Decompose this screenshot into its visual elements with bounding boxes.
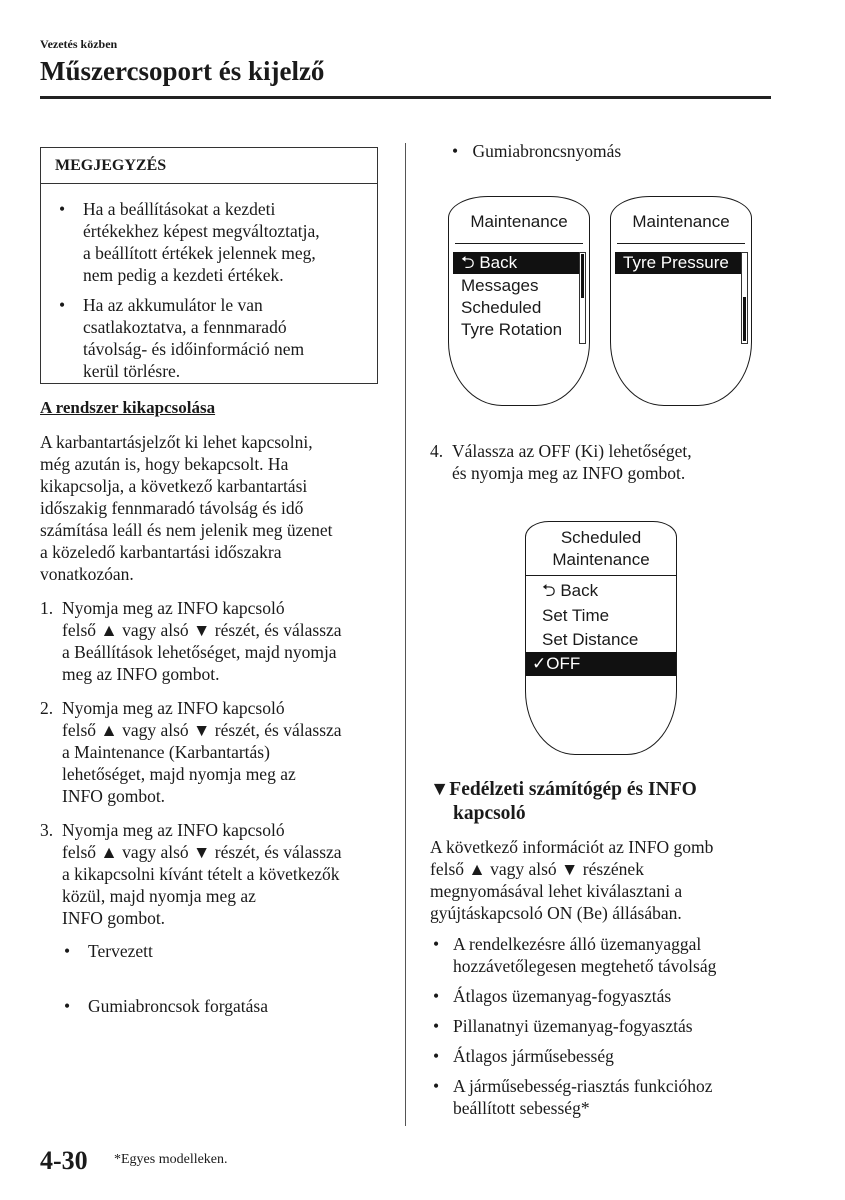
step-line: a Maintenance (Karbantartás) <box>62 742 270 762</box>
menu-row-tyre-pressure: Tyre Pressure <box>615 252 741 274</box>
step-line: Válassza az OFF (Ki) lehetőséget, <box>452 441 692 461</box>
step-line: és nyomja meg az INFO gombot. <box>452 463 686 483</box>
step-line: Nyomja meg az INFO kapcsoló <box>62 820 285 840</box>
menu-row-scheduled: Scheduled <box>461 298 542 317</box>
intro-paragraph <box>40 431 385 585</box>
section-kicker: Vezetés közben <box>40 37 118 51</box>
note-item <box>41 198 377 286</box>
para-line: gyújtáskapcsoló ON (Be) állásában. <box>430 903 682 923</box>
para-line: számítása leáll és nem jelenik meg üzenet <box>40 520 333 540</box>
bullet-icon: • <box>59 199 66 219</box>
bullet-icon: • <box>59 295 66 315</box>
note-box <box>40 147 378 384</box>
list-line: hozzávetőlegesen megtehető távolság <box>453 956 717 976</box>
list-item <box>430 1015 775 1037</box>
step-line: meg az INFO gombot. <box>62 664 220 684</box>
step-1 <box>40 597 390 685</box>
screen-header: Maintenance <box>632 212 730 231</box>
para-line: felső ▲ vagy alsó ▼ részének <box>430 859 644 879</box>
bullet-item <box>452 140 621 162</box>
menu-row-back: ⮌ Back <box>453 252 579 274</box>
step-line: felső ▲ vagy alsó ▼ részét, és válassza <box>62 720 342 740</box>
menu-row-back: ⮌ Back <box>542 581 599 600</box>
bullet-text: Gumiabroncsnyomás <box>472 141 622 161</box>
menu-row-tyre-rotation: Tyre Rotation <box>461 320 563 339</box>
para-line: a közeledő karbantartási időszakra <box>40 542 282 562</box>
step-line: Nyomja meg az INFO kapcsoló <box>62 698 285 718</box>
para-line: megnyomásával lehet kiválasztani a <box>430 881 683 901</box>
page-number: 4-30 <box>40 1146 88 1175</box>
section-heading-line: kapcsoló <box>453 803 526 824</box>
menu-row-set-distance: Set Distance <box>542 630 639 649</box>
list-line: Pillanatnyi üzemanyag-fogyasztás <box>453 1016 693 1036</box>
para-line: vonatkozóan. <box>40 564 134 584</box>
list-item <box>430 1075 775 1119</box>
note-item <box>41 294 377 382</box>
step-number: 3. <box>40 820 54 840</box>
step-4 <box>430 440 770 484</box>
step-line: a Beállítások lehetőséget, majd nyomja <box>62 642 337 662</box>
note-heading: MEGJEGYZÉS <box>41 148 377 184</box>
page-title: Műszercsoport és kijelző <box>40 56 325 86</box>
list-line: Átlagos járműsebesség <box>453 1046 614 1066</box>
step-line: lehetőséget, majd nyomja meg az <box>62 764 296 784</box>
subheading: A rendszer kikapcsolása <box>40 398 216 417</box>
list-item <box>430 985 775 1007</box>
display-screen-scheduled-maintenance <box>525 521 677 755</box>
scrollbar-thumb <box>581 254 584 298</box>
step-line: közül, majd nyomja meg az <box>62 886 256 906</box>
scrollbar-thumb <box>743 297 746 341</box>
bullet-text: Gumiabroncsok forgatása <box>88 996 268 1016</box>
para-line: kikapcsolja, a következő karbantartási <box>40 476 308 496</box>
column-divider <box>405 143 406 1126</box>
bullet-icon: • <box>433 1046 440 1066</box>
note-line: Ha az akkumulátor le van <box>83 295 263 315</box>
step-line: INFO gombot. <box>62 908 166 928</box>
footnote: *Egyes modelleken. <box>114 1152 228 1167</box>
list-line: A járműsebesség-riasztás funkcióhoz <box>453 1076 713 1096</box>
bullet-icon: • <box>452 141 459 161</box>
title-rule <box>40 96 771 99</box>
bullet-icon: • <box>64 941 71 961</box>
screen-header: Maintenance <box>470 212 568 231</box>
screen-separator <box>455 243 583 244</box>
info-list <box>430 933 775 1127</box>
note-line: a beállított értékek jelennek meg, <box>83 243 316 263</box>
menu-row-messages: Messages <box>461 276 539 295</box>
bullet-icon: • <box>64 996 71 1016</box>
display-screen-tyre-pressure <box>610 196 752 406</box>
step-2 <box>40 697 390 807</box>
note-line: értékekhez képest megváltoztatja, <box>83 221 320 241</box>
bullet-icon: • <box>433 1016 440 1036</box>
step-line: INFO gombot. <box>62 786 166 806</box>
scrollbar <box>741 252 748 344</box>
step-number: 2. <box>40 698 54 718</box>
screen-header-line: Maintenance <box>552 550 650 569</box>
bullet-icon: • <box>433 986 440 1006</box>
note-line: csatlakoztatva, a fennmaradó <box>83 317 287 337</box>
note-line: kerül törlésre. <box>83 361 181 381</box>
step-line: Nyomja meg az INFO kapcsoló <box>62 598 285 618</box>
bullet-icon: • <box>433 1076 440 1096</box>
note-line: távolság- és időinformáció nem <box>83 339 305 359</box>
list-line: beállított sebesség* <box>453 1098 590 1118</box>
step-line: felső ▲ vagy alsó ▼ részét, és válassza <box>62 620 342 640</box>
menu-row-off: ✓OFF <box>526 652 676 676</box>
bullet-text: Tervezett <box>88 941 153 961</box>
screen-header <box>526 527 676 571</box>
scrollbar <box>579 252 586 344</box>
para-line: A következő információt az INFO gomb <box>430 837 714 857</box>
list-line: Átlagos üzemanyag-fogyasztás <box>453 986 672 1006</box>
info-paragraph <box>430 836 770 924</box>
para-line: A karbantartásjelzőt ki lehet kapcsolni, <box>40 432 313 452</box>
note-line: nem pedig a kezdeti értékek. <box>83 265 284 285</box>
screen-separator <box>617 243 745 244</box>
note-line: Ha a beállításokat a kezdeti <box>83 199 276 219</box>
menu-row-set-time: Set Time <box>542 606 610 625</box>
list-item <box>430 1045 775 1067</box>
list-item <box>430 933 775 977</box>
step-number: 4. <box>430 441 444 461</box>
step-number: 1. <box>40 598 54 618</box>
step-line: felső ▲ vagy alsó ▼ részét, és válassza <box>62 842 342 862</box>
bullet-icon: • <box>433 934 440 954</box>
section-heading-line: ▼Fedélzeti számítógép és INFO <box>430 779 697 800</box>
screen-header-line: Scheduled <box>560 528 642 547</box>
para-line: még azután is, hogy bekapcsolt. Ha <box>40 454 289 474</box>
step-3 <box>40 819 390 929</box>
display-screen-maintenance <box>448 196 590 406</box>
section-heading <box>430 778 770 826</box>
screen-separator <box>526 575 676 576</box>
step-line: a kikapcsolni kívánt tételt a következők <box>62 864 340 884</box>
para-line: időszakig fennmaradó távolság és idő <box>40 498 304 518</box>
list-line: A rendelkezésre álló üzemanyaggal <box>453 934 702 954</box>
